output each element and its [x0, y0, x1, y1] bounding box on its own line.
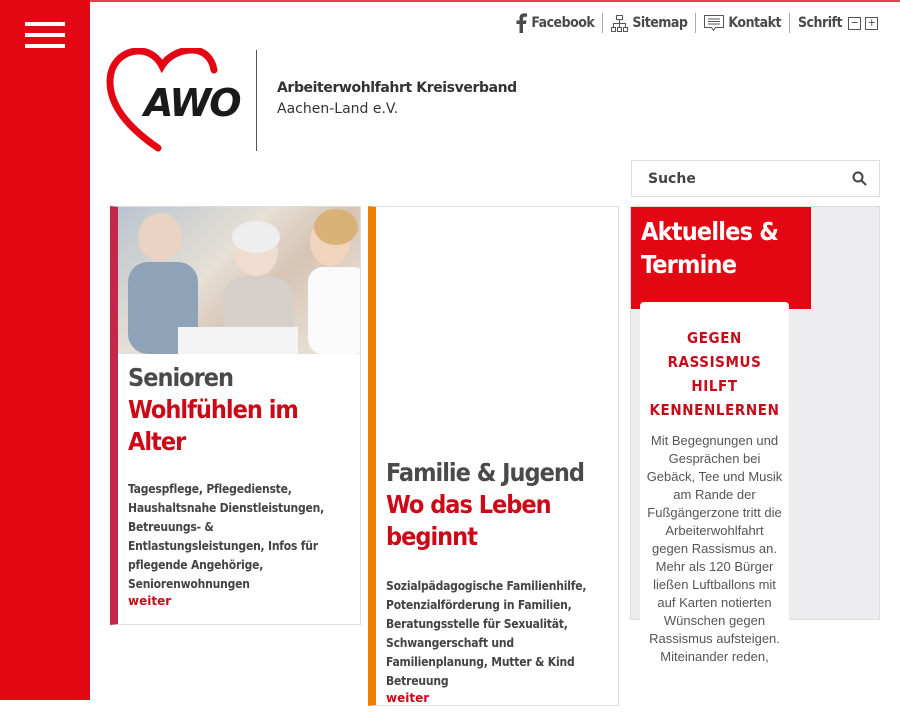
news-item-title[interactable]: GEGEN RASSISMUS HILFT KENNENLERNEN [649, 329, 780, 419]
facebook-icon [515, 13, 527, 33]
card-senioren[interactable] [110, 206, 361, 625]
card-description: Tagespflege, Pflegedienste, Haushaltsnahe Dienstleistungen, Betreuungs- & Entlastungsleistungen, Infos für pflegende Angehörige, Seniorenwohnungen [128, 482, 325, 591]
top-navigation [507, 12, 886, 34]
card-familie-jugend[interactable] [368, 206, 619, 706]
org-region: Aachen-Land e.V. [277, 101, 399, 117]
org-name: Arbeiterwohlfahrt Kreisverband [277, 80, 517, 96]
news-item[interactable] [640, 302, 789, 722]
font-size-label: Schrift [797, 15, 842, 31]
facebook-label: Facebook [531, 15, 595, 31]
search-icon[interactable] [852, 171, 867, 186]
logo-divider [256, 50, 257, 151]
search-box [631, 160, 880, 197]
search-input[interactable] [648, 171, 852, 187]
font-size-control [790, 12, 886, 34]
facebook-link[interactable] [507, 12, 602, 34]
top-accent-line [0, 0, 900, 2]
seniors-photo [118, 207, 360, 354]
more-link[interactable]: weiter [128, 594, 172, 608]
font-decrease-button[interactable]: − [848, 17, 861, 30]
sitemap-link[interactable] [603, 12, 695, 34]
news-heading: Aktuelles & Termine [631, 207, 811, 309]
more-link[interactable]: weiter [386, 691, 430, 705]
font-increase-button[interactable]: + [865, 17, 878, 30]
card-title: Senioren [128, 363, 234, 392]
menu-icon[interactable] [25, 22, 65, 50]
sitemap-icon [611, 15, 628, 32]
news-item-body: Mit Begegnungen und Gesprächen bei Gebäck, Tee und Musik am Rande der Fußgängerzone tritt die Arbeiterwohlfahrt gegen Rassismus an. Mehr als 120 Bürger ließen Luftballons mit auf Karten notierten Wünschen gegen Rassismus aufsteigen. Miteinander reden, [646, 433, 783, 664]
sitemap-label: Sitemap [632, 15, 688, 31]
card-title: Familie & Jugend [386, 458, 585, 487]
logo-text: AWO [144, 81, 240, 125]
contact-link[interactable] [696, 12, 789, 34]
contact-label: Kontakt [728, 15, 781, 31]
sidebar-bar [0, 0, 90, 700]
contact-icon [704, 15, 724, 32]
card-description: Sozialpädagogische Familienhilfe, Potenzialförderung in Familien, Beratungsstelle für Sexualität, Schwangerschaft und Familienplanung, Mutter & Kind Betreuung [386, 579, 587, 688]
card-subtitle: Wohlfühlen im Alter [128, 395, 298, 456]
card-subtitle: Wo das Leben beginnt [386, 490, 551, 551]
awo-logo[interactable] [106, 48, 242, 158]
